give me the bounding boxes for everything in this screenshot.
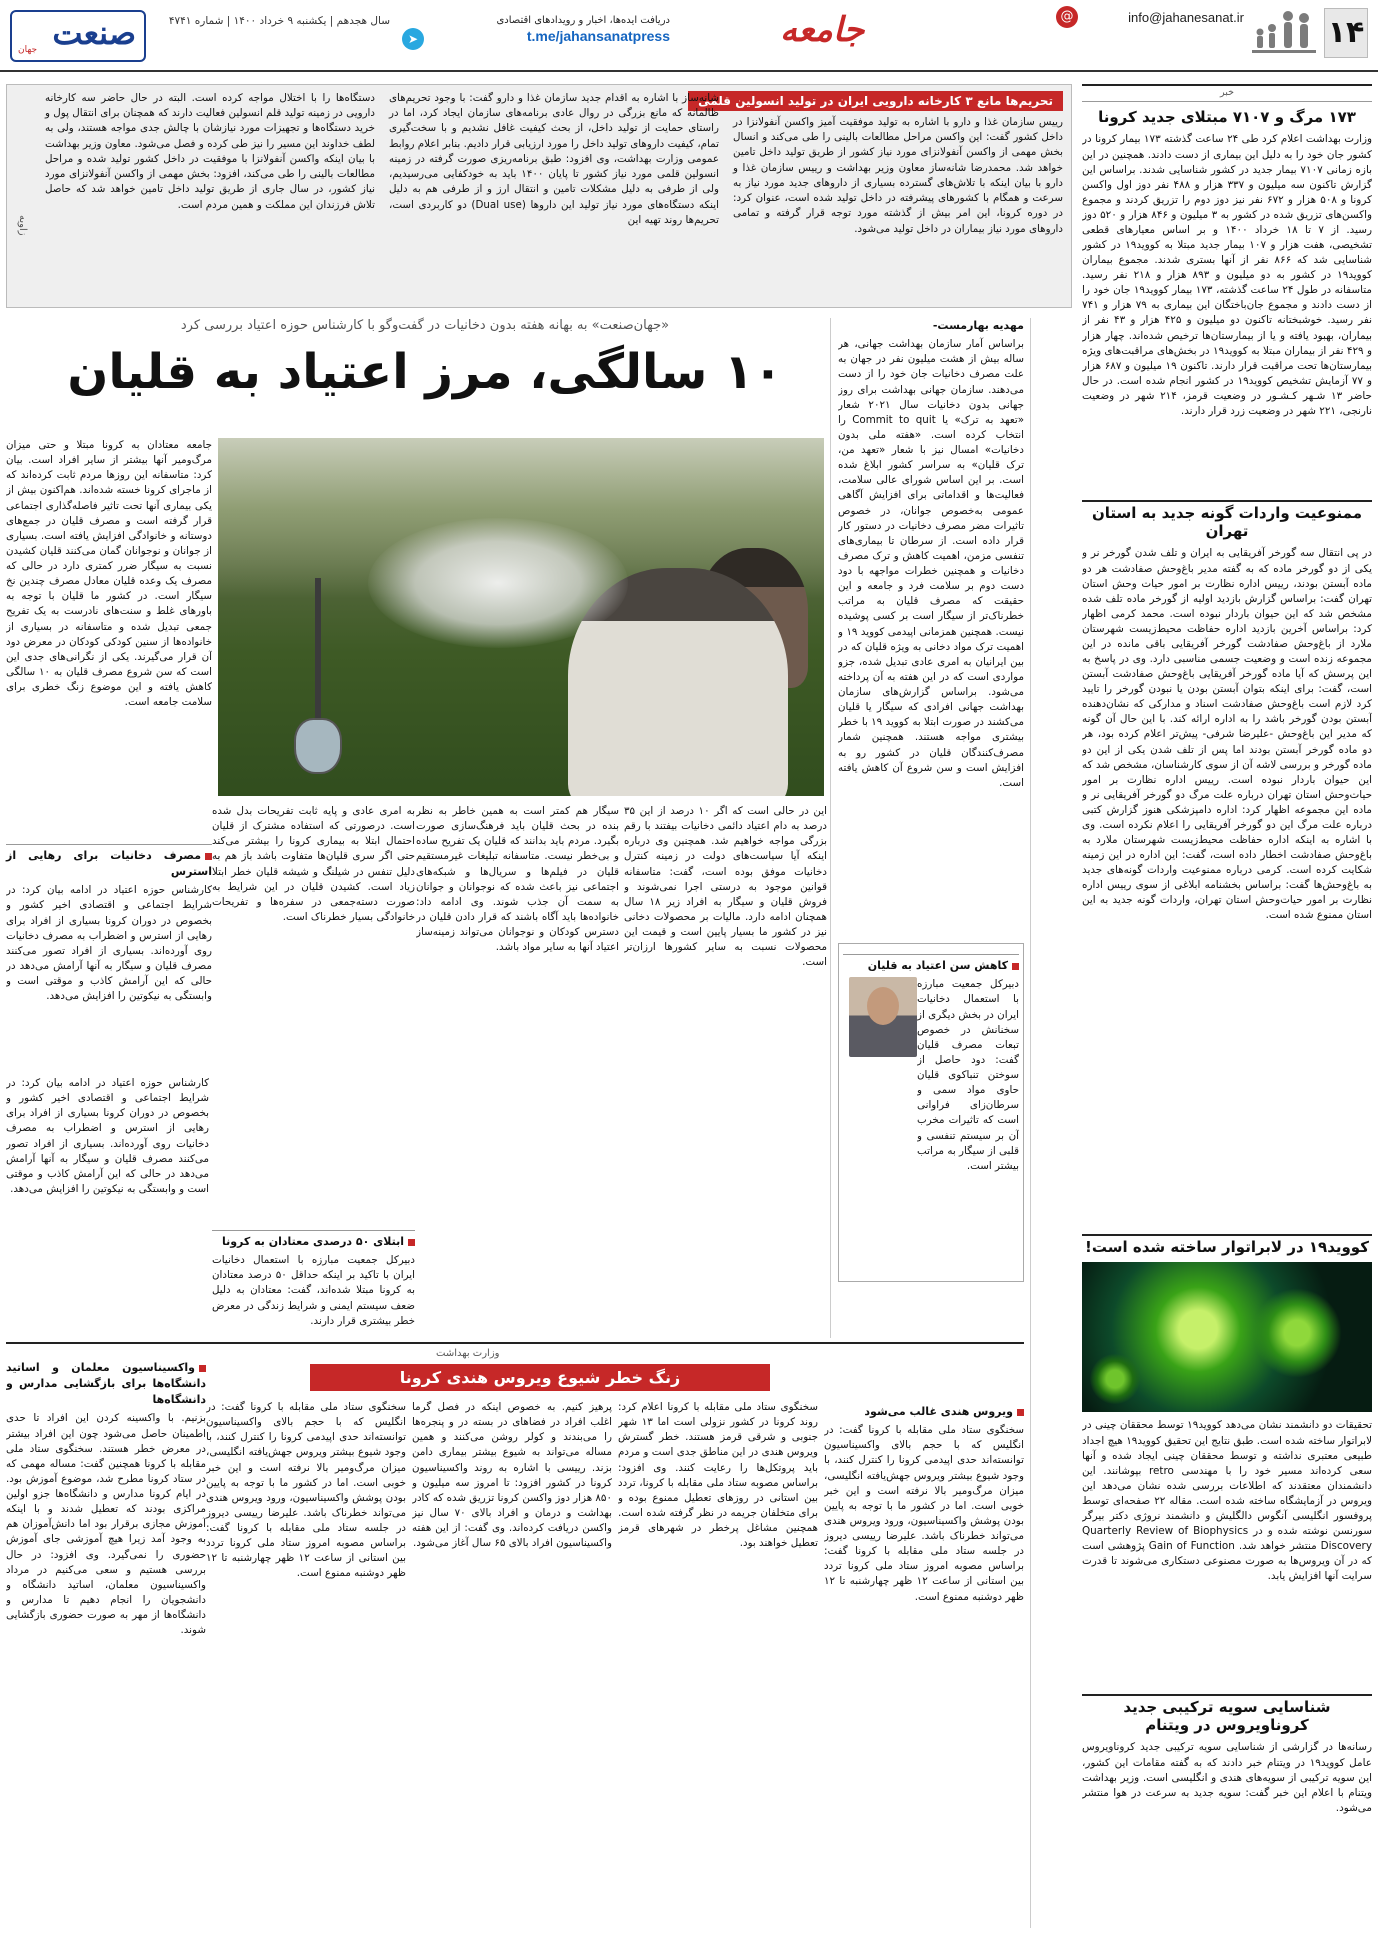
interviewee-photo (849, 977, 917, 1057)
subhead-teacher-vaccination: واکسیناسیون معلمان و اساتید دانشگاه‌ها برای بازگشایی مدارس و دانشگاه‌ها (6, 1361, 206, 1407)
main-col-c: سیگار هم کمتر است به همین خاطر به نظر بنده در بحث قلیان باید فرهنگ‌سازی صورت بگیرد. مردم باید بدانند که قلیان یک تفریح ساده و بی‌خطر نیست. متاسفانه تبلیغات غیرمستقیم قلیان در فیلم‌ها و سریال‌ها و شبکه‌های اجتماعی نیز باعث شده که نوجوانان و جوانان به سمت آن جذب شوند. وی ادامه داد: خانواده‌ها باید آگاه باشند که قرار دادن قلیان در دسترس کودکان و نوجوانان می‌تواند زمینه‌ساز اعتیاد آنها به سایر مواد باشد. (416, 805, 619, 954)
hookah-icon (288, 578, 348, 778)
page-header (0, 0, 1378, 72)
divider (1082, 1694, 1372, 1696)
subhead-age-decrease: کاهش سن اعتیاد به قلیان (843, 954, 1019, 974)
variant-col-5 (6, 1356, 206, 1930)
variant-col-1-text: سخنگوی ستاد ملی مقابله با کرونا گفت: در انگلیس که با حجم بالای واکسیناسیون توانسته‌اند حدی اپیدمی کرونا را کنترل کنند، با وجود شیوع بیشتر ویروس جهش‌یافته انگلیسی، میزان مرگ‌ومیر بالا نرفته است و این خبر خوبی است. اما در کشور ما با توجه به پایین بودن پوشش واکسیناسیون، ورود ویروس هندی می‌تواند خطرناک باشد. علیرضا رییسی دیروز در جلسه ستاد ملی مقابله با کرونا گفت: براساس مصوبه امروز ستاد ملی کرونا تردد بین استانی از ساعت ۱۲ ظهر چهارشنبه تا ۱۲ ظهر دوشنبه ممنوع است. (824, 1424, 1024, 1603)
insulin-col-1: رییس سازمان غذا و دارو با اشاره به تولید موفقیت آمیز واکسن آنفولانزا در داخل کشور گفت: این واکسن مراحل مطالعات بالینی را طی می‌کند و انسال بخش مهمی از واکسن آنفولانزای مورد نیاز کشور از طریق تولید داخل تامین خواهد شد. محمدرضا شانه‌ساز معاون وزیر بهداشت و رییس سازمان غذا و دارو با بیان اینکه با تلاش‌های گسترده بسیاری از داروهای جدید مورد نیاز به سرعت و همگام با کشورهای پیشرفته در داخل تولید شده است، عنوان کرد: در دوره کرونا، این امر بیش از گذشته مورد توجه قرار گرفته و تمامی داروهای مورد نیاز بیماران در داخل تولید می‌شود. (733, 116, 1063, 235)
section-title: جامعه (780, 10, 865, 50)
side-tag: زاویه (17, 215, 29, 236)
main-col-d (212, 804, 415, 1344)
telegram-caption: دریافت ایده‌ها، اخبار و رویدادهای اقتصادی (496, 15, 670, 26)
variant-col-2: سخنگوی ستاد ملی مقابله با کرونا اعلام کرد: روند کرونا در کشور نزولی است اما ۱۳ شهر جنوبی و شرقی قرمز هستند. خطر گسترش ویروس هندی در این مناطق جدی است و مردم باید پروتکل‌ها را رعایت کنند. وی افزود: براساس مصوبه ستاد ملی مقابله با کرونا، تردد بین استانی در روزهای تعطیل ممنوع بوده و برای متخلفان جریمه در نظر گرفته شده است. همچنین مشاغل پرخطر در شهرهای قرمز تعطیل خواهند بود. (618, 1401, 818, 1550)
headline-zebra-import: ممنوعیت واردات گونه جدید به استان تهران (1091, 504, 1363, 541)
divider (1082, 1234, 1372, 1236)
interview-box (838, 943, 1024, 1282)
newspaper-logo (10, 10, 146, 62)
column-divider (1030, 318, 1031, 1928)
subhead-addicts-covid: ابتلای ۵۰ درصدی معتادان به کرونا (212, 1230, 415, 1250)
insulin-article-box (6, 84, 1072, 308)
headline-lab-origin: کووید۱۹ در لابراتوار ساخته شده است! (1085, 1238, 1369, 1257)
main-col-a2-text: کارشناس حوزه اعتیاد در ادامه بیان کرد: در شرایط اجتماعی و اقتصادی اخیر کشور و بخصوص در دوران کرونا بسیاری از افراد برای رهایی از استرس و اضطراب به مصرف دخانیات روی آورده‌اند. بسیاری از افراد تصور می‌کنند مصرف قلیان و سیگار به آنها آرامش می‌دهد در حالی که این آرامش کاذب و موقتی است و وابستگی به نیکوتین را افزایش می‌دهد. (6, 884, 212, 1003)
divider (6, 1342, 1024, 1344)
main-intro-text: براساس آمار سازمان بهداشت جهانی، هر ساله بیش از هشت میلیون نفر در جهان به علت مصرف دخانیات جان خود را از دست می‌دهند. سازمان جهانی بهداشت برای روز جهانی بدون دخانیات سال ۲۰۲۱ شعار «تعهد به ترک» یا Commit to quit را انتخاب کرده است. «هفته ملی بدون دخانیات» امسال نیز با شعار «تعهد من، ترک قلیان» به سراسر کشور ابلاغ شده است. بر این اساس شورای عالی سلامت، فعالیت‌ها و اقداماتی برای افزایش آگاهی عمومی به‌خصوص جوانان، در خصوص تاثیرات مضر مصرف دخانیات در دستور کار قرار داده است. از سرطان تا بیماری‌های تنفسی مزمن، اهمیت کاهش و ترک مصرف دخانیات و همچنین خطرات مواجهه با دود دست دوم بر سلامت فرد و جامعه و این حقیقت که مصرف قلیان به مراتب خطرناک‌تر از سیگار است بر کسی پوشیده نیست. همچنین همزمانی اپیدمی کووید ۱۹ و اهمیت ترک مواد دخانی به ویژه قلیان که در بین ایرانیان به امری عادی تبدیل شده، جزو مواردی است که در این هفته به آن پرداخته می‌شود. براساس گزارش‌های سازمان بهداشت جهانی افرادی که سیگار یا قلیان می‌کشند در صورت ابتلا به کووید ۱۹ با خطر بیشتری مواجه هستند. همچنین شمار مصرف‌کنندگان قلیان در کشور رو به افزایش است و سن شروع آن کاهش یافته است. (838, 338, 1024, 789)
logo-subtitle: جهان (18, 45, 38, 56)
email-address[interactable]: info@jahanesanat.ir (1128, 10, 1244, 25)
insulin-col-3: دستگاه‌ها را با اختلال مواجه کرده است. البته در حال حاضر سه کارخانه دارویی در زمینه تولید قلم انسولین فعالیت دارند که همچنان برای انتقال پول و خرید دستگاه‌ها و تجهیزات مورد نیازشان با چالش جدی مواجه هستند، ولی به لطف خداوند این مسیر را نیز طی کرده و فصل می‌شود. معاون وزیر بهداشت با بیان اینکه واکسن آنفولانزا با موفقیت در داخل کشور تولید شده و مراحل مطالعات بالینی را طی می‌کند، افزود: بخش مهمی از واکسن آنفولانزای مورد نیاز کشور، در سال جاری از طریق تولید داخل تامین خواهد شد که حاصل تلاش فرزندان این مملکت و همین مردم است. (45, 92, 375, 211)
hookah-smoking-photo (218, 438, 824, 796)
variant-col-1 (824, 1400, 1024, 1930)
main-kicker: «جهان‌صنعت» به بهانه هفته بدون دخانیات در گفت‌وگو با کارشناس حوزه اعتیاد بررسی کرد (180, 318, 670, 333)
page-number: ۱۴ (1324, 8, 1368, 58)
byline: مهدیه بهارمست- (932, 319, 1024, 332)
main-col-b: این در حالی است که اگر ۱۰ درصد از این ۳۵ درصد به دام اعتیاد دائمی دخانیات بیفتند با رقم بزرگی مواجه خواهیم شد. همچنین وی درباره اینکه آیا سیاست‌های دولت در زمینه کنترل دخانیات موفق بوده است، گفت: متاسفانه قوانین موجود به درستی اجرا نمی‌شوند و فروش قلیان و سیگار به افراد زیر ۱۸ سال همچنان ادامه دارد. مالیات بر محصولات دخانی نیز در کشور ما بسیار پایین است و قیمت این محصولات نسبت به سایر کشورها ارزان‌تر است. (624, 805, 827, 969)
main-col-e: کارشناس حوزه اعتیاد در ادامه بیان کرد: در شرایط اجتماعی و اقتصادی اخیر کشور و بخصوص در دوران کرونا بسیاری از افراد برای رهایی از استرس و اضطراب به مصرف دخانیات روی آورده‌اند. بسیاری از افراد تصور می‌کنند مصرف قلیان و سیگار به آنها آرامش می‌دهد در حالی که این آرامش کاذب و موقتی است و وابستگی به نیکوتین را افزایش می‌دهد. (6, 1077, 209, 1195)
logo-title: صنعت (52, 14, 136, 52)
subhead-stress: مصرف دخانیات برای رهایی از استرس (6, 844, 212, 880)
variant-headline: زنگ خطر شیوع ویروس هندی کرونا (310, 1364, 770, 1391)
main-left-column (6, 438, 212, 1068)
main-headline: ۱۰ سالگی، مرز اعتیاد به قلیان (67, 344, 783, 400)
article-zebra-import: در پی انتقال سه گورخر آفریقایی به ایران و تلف شدن گورخر نر و یکی از دو گورخر ماده که به گفته مدیر باغ‌وحش صفادشت هر دو ماده آبستن بودند، رییس اداره نظارت بر امور حیات وحش استان تهران گفت: براساس گزارش بازدید اولیه از گورخر ماده تلف شده مشخص شد که این حیوان باردار نبوده است. محمد کرمی اظهار کرد: براساس آخرین بازدید اداره حفاظت محیط‌زیست شهرستان ملارد از باغ‌وحش صفادشت گورخر آفریقایی باقی مانده در این مجموعه زنده است و وضعیت جسمی مناسبی دارد. وی در پاسخ به این پرسش که آیا ماده گورخر آفریقایی باغ‌وحش صفادشت آبستن است، گفت: برای اینکه بتوان آبستن بودن یا نبودن گورخر را تایید کرد لازم است باغ‌وحش صفادشت اسناد و مدارکی که نشان‌دهنده آبستن بودن گورخر باشد را به اداره ارائه کند. با این حال آن گونه که مدیر این باغ‌وحش -علیرضا شرفی- پیش‌تر اعلام کرده بود، هر دو ماده گورخر آبستن بودند اما پس از تلف شدن یکی از این دو ماده گورخر و بررسی لاشه آن از سوی کارشناسان، مشخص شد که این حیوان باردار نبوده است. رییس اداره نظارت بر امور حیات‌وحش استان تهران درباره علت مرگ دو گورخر آفریقایی نر و ماده این مجموعه اظهار کرد: اداره دامپزشکی هنوز گزارش کتبی درباره علت مرگ این دو گورخر آفریقایی را اعلام نکرده است. وی با اشاره به اینکه اداره حفاظت محیط‌زیست شهرستان ملارد به باغ‌وحش صفادشت اخطار داده است، گفت: این اداره در این زمینه شکایت کرده است. کرمی درباره ممنوعیت واردات گونه‌های جدید به باغ‌وحش‌ها گفت: براساس بخشنامه ابلاغی از سوی رییس اداره نظارت بر امور حیات‌وحش استان تهران، واردات گونه جدید به این استان ممنوع شده است. (1082, 547, 1372, 922)
telegram-block[interactable] (407, 14, 670, 58)
family-icon (1252, 8, 1316, 60)
telegram-link[interactable]: t.me/jahansanatpress (526, 28, 670, 45)
variant-col-4: سخنگوی ستاد ملی مقابله با کرونا گفت: در انگلیس که با حجم بالای واکسیناسیون توانسته‌اند حدی اپیدمی کرونا را کنترل کنند، با وجود شیوع بیشتر ویروس جهش‌یافته انگلیسی، میزان مرگ‌ومیر بالا نرفته است و این خبر خوبی است. اما در کشور ما با توجه به پایین بودن پوشش واکسیناسیون، ورود ویروس هندی می‌تواند خطرناک باشد. علیرضا رییسی دیروز در جلسه ستاد ملی مقابله با کرونا گفت: براساس مصوبه امروز ستاد ملی کرونا تردد بین استانی از ساعت ۱۲ ظهر چهارشنبه تا ۱۲ ظهر دوشنبه ممنوع است. (206, 1401, 406, 1580)
news-label: خبر (1082, 86, 1372, 102)
divider (1082, 500, 1372, 502)
telegram-icon: ➤ (402, 28, 424, 50)
email-icon: @ (1056, 6, 1078, 28)
article-lab-origin: تحقیقات دو دانشمند نشان می‌دهد کووید۱۹ توسط محققان چینی در لابراتوار ساخته شده است. طبق نتایج این تحقیق کووید۱۹ هیچ اجداد طبیعی معتبری نداشته و توسط محققان چینی ایجاد شده و آنها سعی کرده‌اند مسیر خود را با مهندسی retro بپوشانند. این دانشمندان معتقدند که اطلاعات بررسی شده نشان می‌دهد این ویروس در آزمایشگاه ساخته شده است. مقاله ۲۲ صفحه‌ای توسط پروفسور انگلیسی آنگوس دالگلیش و دانشمند نروژی دکتر بیرگر سورنسن نوشته شده و در Quarterly Review of Biophysics Discovery منتشر خواهد شد. Gain of Function پژوهشی است که در آن ویروس‌ها به صورت مصنوعی دستکاری می‌شوند تا قدرت سرایت آنها افزایش یابد. (1082, 1419, 1372, 1583)
headline-covid-stats: ۱۷۳ مرگ و ۷۱۰۷ مبتلای جدید کرونا (1098, 108, 1356, 127)
main-col-a-text: جامعه معتادان به کرونا مبتلا و حتی میزان مرگ‌ومیر آنها بیشتر از سایر افراد است. بیان کرد: متاسفانه این روزها مردم ثابت کرده‌اند که از ماجرای کرونا خسته شده‌اند. هم‌اکنون بیش از یکی بیماری آنها تحت تاثیر فاصله‌گذاری اجتماعی قرار گرفته است و مصرف قلیان در جمع‌های دوستانه و خانوادگی افزایش یافته است. بسیاری از جوانان و نوجوانان گمان می‌کنند قلیان کشیدن نسبت به سیگار ضرر کمتری دارد در حالی که مصرف یک وعده قلیان معادل مصرف چندین نخ سیگار است. در کشور ما قلیان با توجه به باورهای غلط و سنت‌های نادرست به یک تفریح جمعی تبدیل شده و متاسفانه در بسیاری از خانواده‌ها از سنین کودکی کودکان در معرض دود آن قرار می‌گیرند. یکی از نگرانی‌های جدی این است که سن شروع مصرف قلیان به ۱۰ سالگی کاهش یافته و این موضوع زنگ خطری برای سلامت جامعه است. (6, 439, 212, 709)
issue-info: سال هجدهم | یکشنبه ۹ خرداد ۱۴۰۰ | شماره ۴۷۴۱ (168, 15, 390, 27)
virus-photo (1082, 1262, 1372, 1412)
column-divider (830, 318, 831, 1338)
ministry-tag: وزارت بهداشت (436, 1348, 500, 1359)
subhead-indian-variant: ویروس هندی غالب می‌شود (824, 1404, 1024, 1420)
variant-col-5-text: بزنیم. با واکسینه کردن این افراد تا حدی اطمینان حاصل می‌شود چون این افراد بیشتر در معرض خطر هستند. سخنگوی ستاد ملی مقابله با کرونا همچنین گفت: مساله مهمی که در ستاد کرونا مطرح شد، موضوع آموزش بود. در ایام کرونا مدارس و دانشگاه‌ها جزو اولین مراکزی بودند که تعطیل شدند و با اینکه آموزش مجازی برقرار بود اما دانش‌آموزان هم به وجود آمد زیرا هیچ آموزشی جای آموزش حضوری را نمی‌گیرد. وی افزود: در حال بررسی هستیم و سعی می‌کنیم در مرداد واکسیناسیون معلمان، اساتید دانشگاه و دانشجویان را انجام دهیم تا مدارس و دانشگاه‌ها از مهر به صورت حضوری بازگشایی شوند. (6, 1412, 206, 1637)
variant-col-3: پرهیز کنیم. به خصوص اینکه در فصل گرما اغلب افراد در فضاهای در بسته در و پنجره‌ها را می‌بندند و کولر روشن می‌کنند و همین مساله می‌تواند به شیوع بیشتر بیماری دامن بزند. رییسی با اشاره به روند واکسیناسیون کرونا در کشور افزود: تا امروز سه میلیون و ۸۵۰ هزار دوز واکسن کرونا تزریق شده که کادر بهداشت و درمان و افراد بالای ۷۰ سال نیز واکسن دریافت کرده‌اند. وی گفت: از این هفته واکسیناسیون افراد بالای ۶۵ سال آغاز می‌شود. (412, 1401, 612, 1550)
article-covid-stats: وزارت بهداشت اعلام کرد طی ۲۴ ساعت گذشته ۱۷۳ بیمار کرونا در کشور جان خود را به دلیل این بیماری از دست دادند. همچنین در این بازه زمانی ۷۱۰۷ بیمار جدید در کشور شناسایی شدند. براساس این گزارش تاکنون سه میلیون و ۳۳۷ هزار و ۴۸۸ نفر دوز اول واکسن کرونا و ۵۰۸ هزار و ۶۷۲ نفر نیز دوز دوم را تزریق کردند و مجموع واکسن‌های تزریق شده در کشور به ۳ میلیون و ۸۴۶ هزار و ۵۲۰ دوز رسید. از ۷ تا ۱۸ خرداد ۱۴۰۰ و بر اساس معیارهای قطعی تشخیصی، هفت هزار و ۱۰۷ بیمار جدید مبتلا به کووید۱۹ در کشور شناسایی شد که ۸۶۶ نفر از آنها بستری شدند. مجموع بیماران کووید۱۹ در کشور به دو میلیون و ۸۹۳ هزار و ۲۱۸ نفر رسید. متاسفانه در طول ۲۴ ساعت گذشته، ۱۷۳ بیمار کووید۱۹ جان خود را از دست دادند و مجموع جان‌باختگان این بیماری به ۷۹ هزار و ۷۴۱ نفر رسید. خوشبختانه تاکنون دو میلیون و ۴۲۵ هزار و ۴۳ نفر از بیماران، بهبود یافته و یا از بیمارستان‌ها ترخیص شده‌اند. چهار هزار و ۴۲۹ نفر از بیماران مبتلا به کووید۱۹ در بخش‌های مراقبت‌های ویژه بیمارستان‌ها تحت مراقبت قرار دارند. تاکنون ۱۹ میلیون و ۶۸۷ هزار و ۷۷ آزمایش تشخیص کووید۱۹ در کشور انجام شده است. در حال حاضر ۱۳ شـهر کـشـور در وضعیت قرمز، ۲۱۴ شهر در وضعیت نارنجی، ۲۲۱ شهر در وضعیت زرد قرار دارند. (1082, 133, 1372, 417)
insulin-headline: تحریم‌ها مانع ۳ کارخانه دارویی ایران در تولید انسولین قلمی (688, 91, 1063, 111)
main-col-d2-text: دبیرکل جمعیت مبارزه با استعمال دخانیات ایران با تاکید بر اینکه حداقل ۵۰ درصد معتادان به کرونا مبتلا شده‌اند، گفت: معتادان به دلیل ضعف سیستم ایمنی و شرایط زندگی در معرض خطر بیشتری قرار دارند. (212, 1254, 415, 1327)
interview-text: دبیرکل جمعیت مبارزه با استعمال دخانیات ایران در بخش دیگری از سخنانش در خصوص تبعات مصرف قلیان گفت: دود حاصل از سوختن تنباکوی قلیان حاوی مواد سمی و سرطان‌زای فراوانی است که تاثیرات مخرب آن بر سیستم تنفسی و قلبی از سیگار به مراتب بیشتر است. (917, 978, 1019, 1172)
main-intro-column (838, 318, 1024, 1338)
main-col-d-text: به امری عادی و پایه ثابت تفریحات بدل شده است. درصورتی که استفاده مشترک از قلیان احتمال ابتلا به بیماری کرونا را بیشتر می‌کند حتی اگر سری قلیان‌ها متفاوت باشد باز هم به دلیل تنفس در شیلنگ و شیشه قلیان خطر ابتلا زیاد است. کشیدن قلیان در این شرایط به صورت دسته‌جمعی در سفره‌ها و تفریحات خانوادگی بسیار خطرناک است. (212, 805, 415, 923)
headline-vietnam-variant: شناسایی سویه ترکیبی جدید کروناویروس در ویتنام (1123, 1698, 1331, 1735)
right-news-column (1082, 84, 1372, 1930)
article-vietnam-variant: رسانه‌ها در گزارشی از شناسایی سویه ترکیبی جدید کروناویروس عامل کووید۱۹ در ویتنام خبر دادند که به گفته مقامات این کشور، این سویه ترکیبی از سویه‌های هندی و انگلیسی است. وزیر بهداشت ویتنام با اعلام این خبر گفت: سویه جدید به سرعت در هوا منتشر می‌شود. (1082, 1741, 1372, 1814)
insulin-col-2: شانه‌ساز با اشاره به اقدام جدید سازمان غذا و دارو گفت: با وجود تحریم‌های ظالمانه که مانع بزرگی در روال عادی برنامه‌های سازمان ایجاد کرد، اما در راستای حمایت از تولید داخل، از بحث کیفیت غافل نشدیم و با سخت‌گیری تمام، کیفیت داروهای تولید داخل را مورد ارزیابی قرار دادیم. بنابر اعلام روابط عمومی وزارت بهداشت، وی افزود: طبق برنامه‌ریزی صورت گرفته در زمینه انسولین قلمی مورد نیاز کشور تا پایان ۱۴۰۰ باید به خودکفایی می‌رسیدیم، ولی از طرفی به دلیل مشکلات تامین و انتقال ارز و از طرفی هم به دلیل اینکه دستگاه‌های مورد نیاز تولید این داروها (Dual use) دو کاربردی است، تحریم‌ها روند تهیه این (389, 92, 720, 226)
